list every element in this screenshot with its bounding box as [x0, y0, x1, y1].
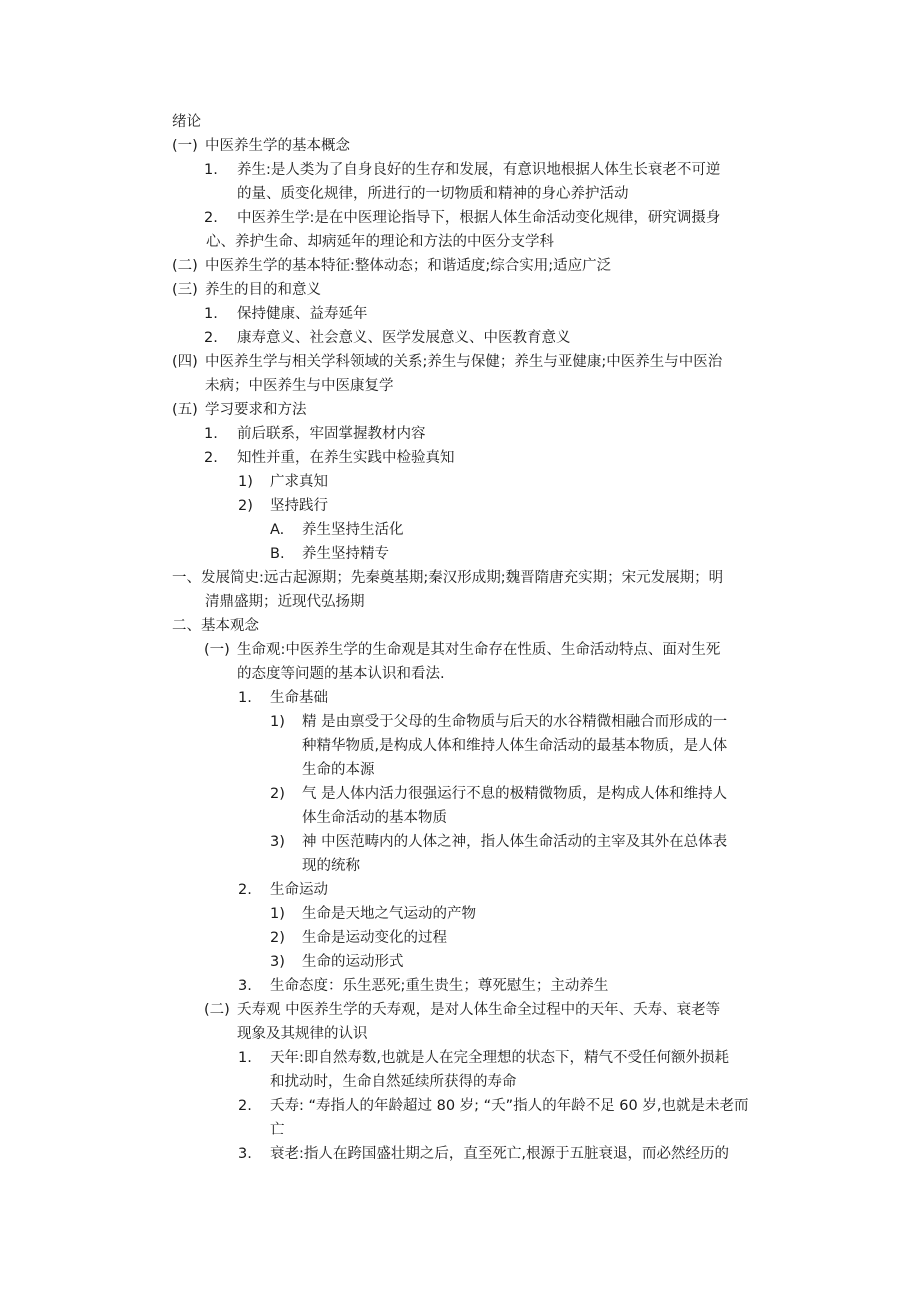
- text-line: 种精华物质,是构成人体和维持人体生命活动的最基本物质，是人体: [302, 738, 728, 754]
- text-line: 保持健康、益寿延年: [237, 306, 368, 322]
- list-marker: 1.: [204, 426, 218, 442]
- text-line: 和扰动时，生命自然延续所获得的寿命: [270, 1074, 517, 1090]
- text-line: 气 是人体内活力很强运行不息的极精微物质，是构成人体和维持人: [302, 786, 728, 802]
- text-line: 中医养生学与相关学科领域的关系;养生与保健；养生与亚健康;中医养生与中医治: [205, 354, 723, 370]
- list-marker: 3.: [238, 1146, 252, 1162]
- text-line: 亡: [270, 1122, 285, 1138]
- list-marker: 2.: [204, 210, 218, 226]
- list-marker: 1): [238, 474, 253, 490]
- text-line: 养生坚持生活化: [302, 522, 404, 538]
- text-line: 心、养护生命、却病延年的理论和方法的中医分支学科: [206, 234, 554, 250]
- text-line: 体生命活动的基本物质: [302, 810, 447, 826]
- list-marker: B.: [270, 546, 285, 562]
- list-marker: (二): [204, 1002, 230, 1018]
- text-line: 生命是运动变化的过程: [302, 930, 447, 946]
- text-line: 的态度等问题的基本认识和看法.: [237, 666, 445, 682]
- list-marker: (一): [204, 642, 230, 658]
- list-marker: 1.: [238, 690, 252, 706]
- text-line: 现象及其规律的认识: [237, 1026, 368, 1042]
- list-marker: A.: [270, 522, 285, 538]
- list-marker: (五): [172, 402, 198, 418]
- list-marker: 1): [270, 906, 285, 922]
- list-marker: 1): [270, 714, 285, 730]
- list-marker: 3): [270, 834, 285, 850]
- text-line: 未病；中医养生与中医康复学: [205, 378, 394, 394]
- list-marker: 2.: [238, 1098, 252, 1114]
- text-line: 生命观:中医养生学的生命观是其对生命存在性质、生命活动特点、面对生死: [237, 642, 721, 658]
- text-line: 生命的本源: [302, 762, 375, 778]
- text-line: 神 中医范畴内的人体之神，指人体生命活动的主宰及其外在总体表: [302, 834, 728, 850]
- text-line: 生命态度：乐生恶死;重生贵生；尊死慰生；主动养生: [270, 978, 609, 994]
- list-marker: (二): [172, 258, 198, 274]
- list-marker: 2): [270, 930, 285, 946]
- text-line: 中医养生学的基本特征:整体动态；和谐适度;综合实用;适应广泛: [205, 258, 612, 274]
- list-marker: 2): [238, 498, 253, 514]
- text-line: 养生:是人类为了自身良好的生存和发展，有意识地根据人体生长衰老不可逆: [237, 162, 721, 178]
- text-line: 前后联系，牢固掌握教材内容: [237, 426, 426, 442]
- text-line: 坚持践行: [270, 498, 328, 514]
- list-marker: 2): [270, 786, 285, 802]
- text-line: 中医养生学的基本概念: [205, 138, 350, 154]
- text-line: 夭寿观 中医养生学的夭寿观，是对人体生命全过程中的天年、夭寿、衰老等: [237, 1002, 721, 1018]
- text-line: 精 是由禀受于父母的生命物质与后天的水谷精微相融合而形成的一: [302, 714, 728, 730]
- text-line: 二、基本观念: [172, 618, 259, 634]
- list-marker: 1.: [204, 306, 218, 322]
- list-marker: (四): [172, 354, 198, 370]
- text-line: 学习要求和方法: [205, 402, 307, 418]
- list-marker: 3.: [238, 978, 252, 994]
- text-line: 养生的目的和意义: [205, 282, 321, 298]
- list-marker: (三): [172, 282, 198, 298]
- list-marker: 3): [270, 954, 285, 970]
- text-line: 现的统称: [302, 858, 360, 874]
- text-line: 夭寿: “寿指人的年龄超过 80 岁; “夭”指人的年龄不足 60 岁,也就是未老而: [270, 1098, 749, 1114]
- text-line: 绪论: [172, 114, 201, 130]
- list-marker: 2.: [204, 330, 218, 346]
- list-marker: 2.: [238, 882, 252, 898]
- text-line: 生命是天地之气运动的产物: [302, 906, 476, 922]
- list-marker: 1.: [204, 162, 218, 178]
- list-marker: (一): [172, 138, 198, 154]
- list-marker: 1.: [238, 1050, 252, 1066]
- text-line: 广求真知: [270, 474, 328, 490]
- text-line: 一、发展简史:远古起源期；先秦奠基期;秦汉形成期;魏晋隋唐充实期；宋元发展期；明: [172, 570, 724, 586]
- text-line: 的量、质变化规律，所进行的一切物质和精神的身心养护活动: [237, 186, 629, 202]
- text-line: 清鼎盛期；近现代弘扬期: [205, 594, 365, 610]
- text-line: 养生坚持精专: [302, 546, 389, 562]
- text-line: 生命运动: [270, 882, 328, 898]
- text-line: 中医养生学:是在中医理论指导下，根据人体生命活动变化规律，研究调摄身: [237, 210, 721, 226]
- text-line: 天年:即自然寿数,也就是人在完全理想的状态下，精气不受任何额外损耗: [270, 1050, 729, 1066]
- text-line: 生命基础: [270, 690, 328, 706]
- text-line: 生命的运动形式: [302, 954, 404, 970]
- text-line: 衰老:指人在跨国盛壮期之后，直至死亡,根源于五脏衰退，而必然经历的: [270, 1146, 729, 1162]
- text-line: 康寿意义、社会意义、医学发展意义、中医教育意义: [237, 330, 571, 346]
- list-marker: 2.: [204, 450, 218, 466]
- text-line: 知性并重，在养生实践中检验真知: [237, 450, 455, 466]
